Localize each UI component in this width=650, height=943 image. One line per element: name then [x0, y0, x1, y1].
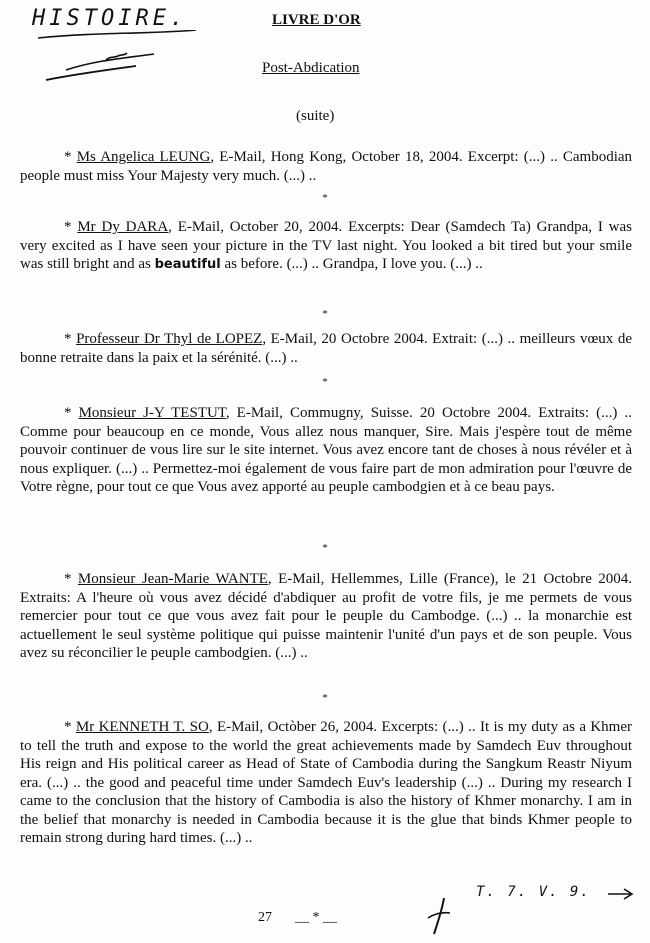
handwritten-reference: T. 7. V. 9.	[476, 884, 591, 900]
entry-marker: *	[64, 219, 72, 235]
page-number: 27	[258, 910, 272, 925]
entry-marker: *	[64, 331, 72, 347]
entry-author: Mr KENNETH T. SO	[75, 719, 209, 735]
handwritten-title: HISTOIRE.	[32, 6, 188, 31]
entry-marker: *	[64, 571, 72, 587]
entry-text: , E-Mail, October 20, 2004. Excerpts: Dear (Samdech Ta) Grandpa, I was very excited as I have seen your picture in the TV last night. You looked a bit tired but your smile was still bright and as	[20, 219, 633, 272]
entry-text: , E-Mail, Hellemmes, Lille (France), le 21 Octobre 2004. Extraits: A l'heure où vous avez décidé d'abdiquer au profit de votre fils, je me permets de vous remercier pour tout ce que vous avez fait pour le peuple du Cambodge. (...) .. la monarchie est actuellement le seul système politique qui puisse maintenir l'unité d'un pays et de son peuple. Vous avez su réconcilier le peuple cambodgien. (...) ..	[20, 571, 633, 661]
continuation-note: (suite)	[296, 108, 335, 124]
separator-star: *	[322, 542, 328, 554]
entry-text: , E-Mail, Hong Kong, October 18, 2004. Excerpt: (...) .. Cambodian people must miss Your Majesty very much. (...) ..	[20, 149, 633, 184]
separator-star: *	[322, 692, 328, 704]
entry-emphasis: beautiful	[154, 257, 221, 272]
page-title: LIVRE D'OR	[272, 12, 361, 28]
entry-author: Monsieur Jean-Marie WANTE	[77, 571, 268, 587]
entry-marker: *	[64, 405, 72, 421]
section-subtitle: Post-Abdication	[262, 60, 360, 76]
entry-text: , E-Mail, 20 Octobre 2004. Extrait: (...) .. meilleurs vœux de bonne retraite dans la paix et la sérénité. (...) ..	[20, 331, 632, 366]
guestbook-entry-6	[20, 718, 632, 848]
entry-marker: *	[64, 149, 72, 165]
entry-author: Monsieur J-Y TESTUT	[78, 405, 226, 421]
guestbook-entry-4	[20, 404, 632, 497]
separator-star: *	[322, 376, 328, 388]
guestbook-entry-5	[20, 570, 632, 663]
entry-author: Mr Dy DARA	[77, 219, 169, 235]
page-footer	[258, 910, 337, 926]
page-dash: __ * __	[295, 910, 337, 925]
entry-marker: *	[64, 719, 72, 735]
entry-text: , E-Mail, Commugny, Suisse. 20 Octobre 2004. Extraits: (...) .. Comme pour beaucoup en ce monde, Vous allez nous manquer, Sire. Mais j'espère tout de même pouvoir continuer de vous lire sur le site internet. Vous avez encore tant de choses à nous révéler et à nous expliquer. (...) .. Permettez-moi également de vous faire part de mon admiration pour l'œuvre de Votre règne, pour tout ce que Vous avez apporté au peuple cambodgien et à ce beau pays.	[20, 405, 632, 495]
entry-author: Ms Angelica LEUNG	[76, 149, 211, 165]
guestbook-entry-2	[20, 218, 632, 275]
entry-text: , E-Mail, Octòber 26, 2004. Excerpts: (...) .. It is my duty as a Khmer to tell the truth and expose to the world the great achievements made by Samdech Euv throughout His reign and His political career as Head of State of Cambodia during the Sangkum Reastr Niyum era. (...) .. the good and peaceful time under Samdech Euv's leadership (...) .. During my research I came to the conclusion that the history of Cambodia is also the history of Khmer monarchy. I am in the belief that monarchy is needed in Cambodia because it is the glue that binds Khmer people to remain strong during hard times. (...) ..	[20, 719, 633, 846]
entry-text-after: as before. (...) .. Grandpa, I love you. (...) ..	[224, 256, 483, 272]
separator-star: *	[322, 308, 328, 320]
entry-author: Professeur Dr Thyl de LOPEZ	[76, 331, 263, 347]
guestbook-entry-3	[20, 330, 632, 367]
guestbook-entry-1	[20, 148, 632, 185]
handwritten-signature-mark	[424, 896, 454, 936]
arrow-right-icon	[606, 888, 636, 900]
handwritten-scrawl	[36, 30, 236, 90]
separator-star: *	[322, 192, 328, 204]
